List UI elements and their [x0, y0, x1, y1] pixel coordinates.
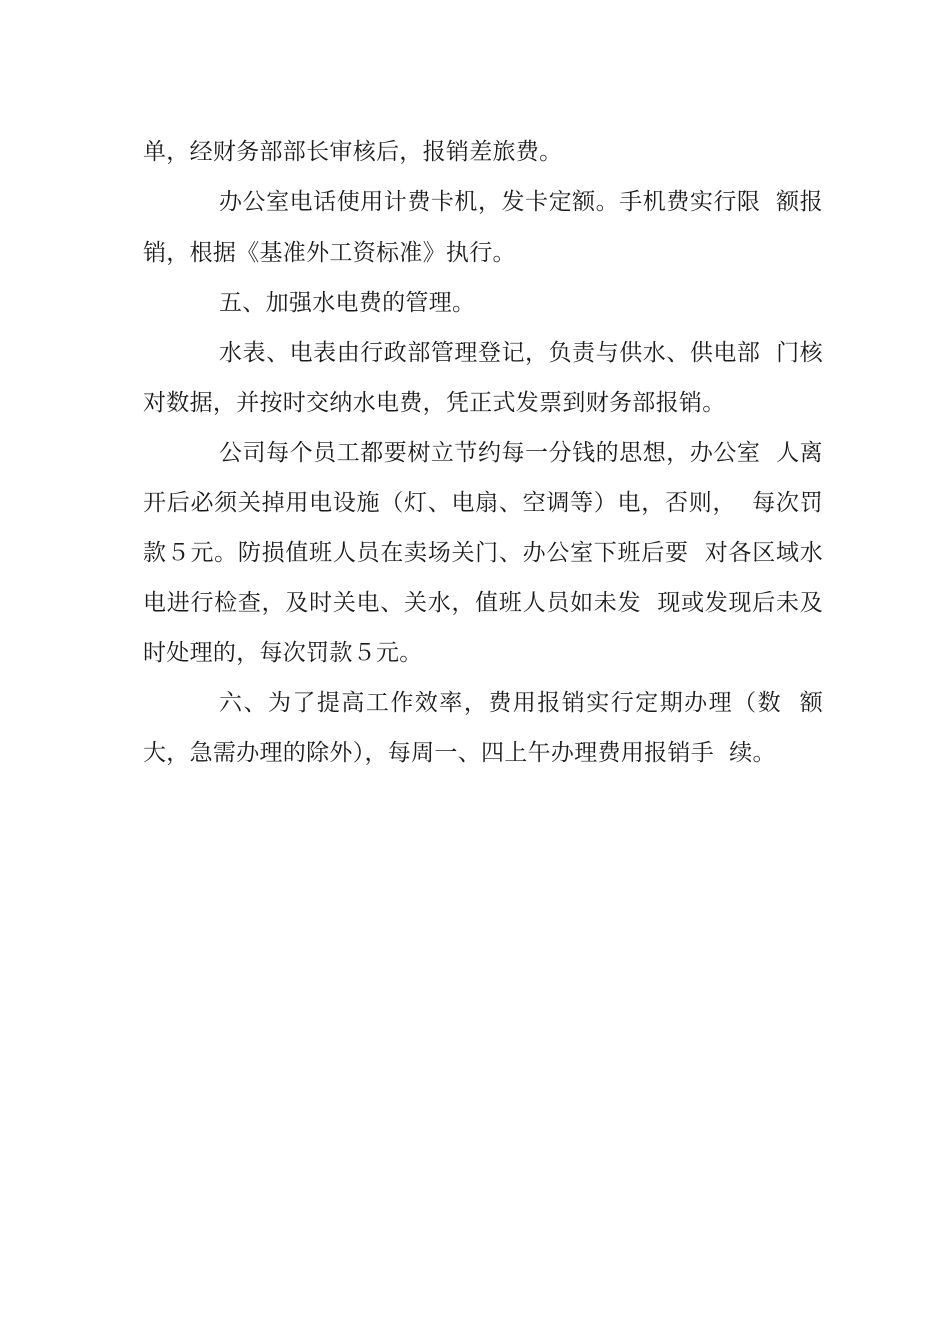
text-line: 大，急需办理的除外），每周一、四上午办理费用报销手 续。 [143, 740, 776, 766]
text-line: 电进行检查，及时关电、关水，值班人员如未发 现或发现后未及 [143, 590, 823, 616]
text-line: 单，经财务部部长审核后，报销差旅费。 [143, 139, 563, 165]
text-line: 对数据，并按时交纳水电费，凭正式发票到财务部报销。 [143, 390, 726, 416]
section-heading: 六、为了提高工作效率，费用报销实行定期办理（数 额 [219, 690, 823, 716]
section-heading: 五、加强水电费的管理。 [219, 290, 476, 316]
text-line: 公司每个员工都要树立节约每一分钱的思想，办公室 人离 [219, 440, 823, 466]
text-line: 款５元。防损值班人员在卖场关门、办公室下班后要 对各区域水 [143, 540, 823, 566]
text-line: 办公室电话使用计费卡机，发卡定额。手机费实行限 额报 [219, 189, 823, 215]
text-line: 销，根据《基准外工资标准》执行。 [143, 240, 516, 266]
text-line: 水表、电表由行政部管理登记，负责与供水、供电部 门核 [219, 340, 823, 366]
text-line: 开后必须关掉用电设施（灯、电扇、空调等）电，否则， 每次罚 [143, 490, 823, 516]
text-line: 时处理的，每次罚款５元。 [143, 640, 423, 666]
